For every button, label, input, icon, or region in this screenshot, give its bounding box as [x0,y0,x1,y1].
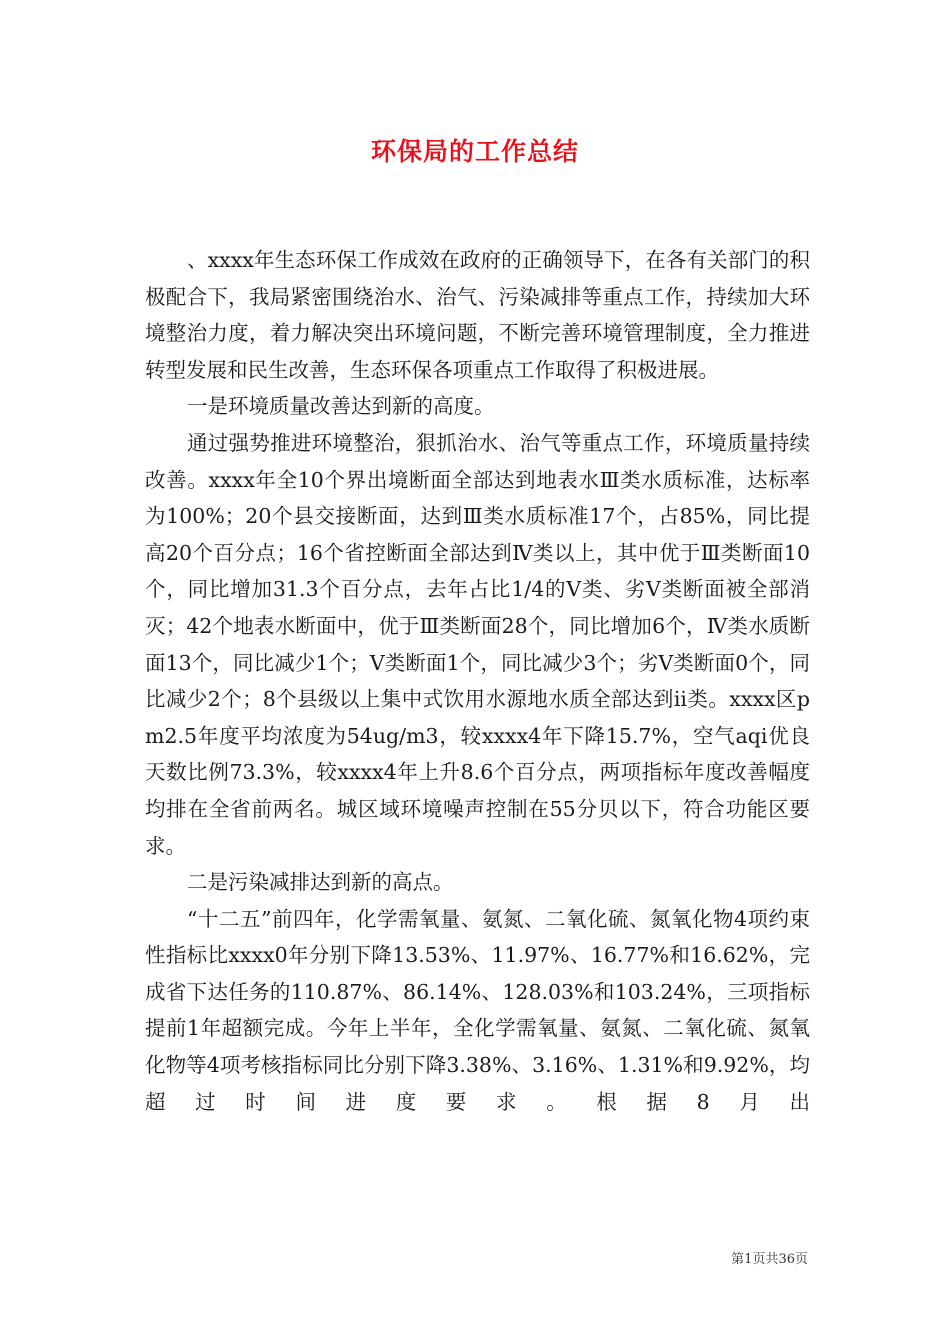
document-body [145,242,810,1120]
paragraph-environment-quality: 通过强势推进环境整治，狠抓治水、治气等重点工作，环境质量持续改善。xxxx年全10个界出境断面全部达到地表水Ⅲ类水质标准，达标率为100%；20个县交接断面，达到Ⅲ类水质标准17个，占85%，同比提高20个百分点；16个省控断面全部达到Ⅳ类以上，其中优于Ⅲ类断面10个，同比增加31.3个百分点，去年占比1/4的Ⅴ类、劣Ⅴ类断面被全部消灭；42个地表水断面中，优于Ⅲ类断面28个，同比增加6个，Ⅳ类水质断面13个，同比减少1个；Ⅴ类断面1个，同比减少3个；劣Ⅴ类断面0个，同比减少2个；8个县级以上集中式饮用水源地水质全部达到ii类。xxxx区pm2.5年度平均浓度为54ug/m3，较xxxx4年下降15.7%，空气aqi优良天数比例73.3%，较xxxx4年上升8.6个百分点，两项指标年度改善幅度均排在全省前两名。城区域环境噪声控制在55分贝以下，符合功能区要求。 [145,430,810,858]
paragraph-emission-reduction: “十二五”前四年，化学需氧量、氨氮、二氧化硫、氮氧化物4项约束性指标比xxxx0年分别下降13.53%、11.97%、16.77%和16.62%，完成省下达任务的110.87%、86.14%、128.03%和103.24%，三项指标提前1年超额完成。今年上半年，全化学需氧量、氨氮、二氧化硫、氮氧化物等4项考核指标同比分别下降3.38%、3.16%、1.31%和9.92%，均超过时间进度要求。根据8月出 [145,906,810,1114]
paragraph-heading-1: 一是环境质量改善达到新的高度。 [187,394,495,419]
document-title: 环保局的工作总结 [370,137,579,166]
paragraph-heading-2: 二是污染减排达到新的高点。 [187,870,454,895]
paragraph-intro: 、xxxx年生态环保工作成效在政府的正确领导下，在各有关部门的积极配合下，我局紧密围绕治水、治气、污染减排等重点工作，持续加大环境整治力度，着力解决突出环境问题，不断完善环境管理制度，全力推进转型发展和民生改善，生态环保各项重点工作取得了积极进展。 [145,248,810,382]
page-number-footer: 第1页共36页 [731,1252,808,1267]
